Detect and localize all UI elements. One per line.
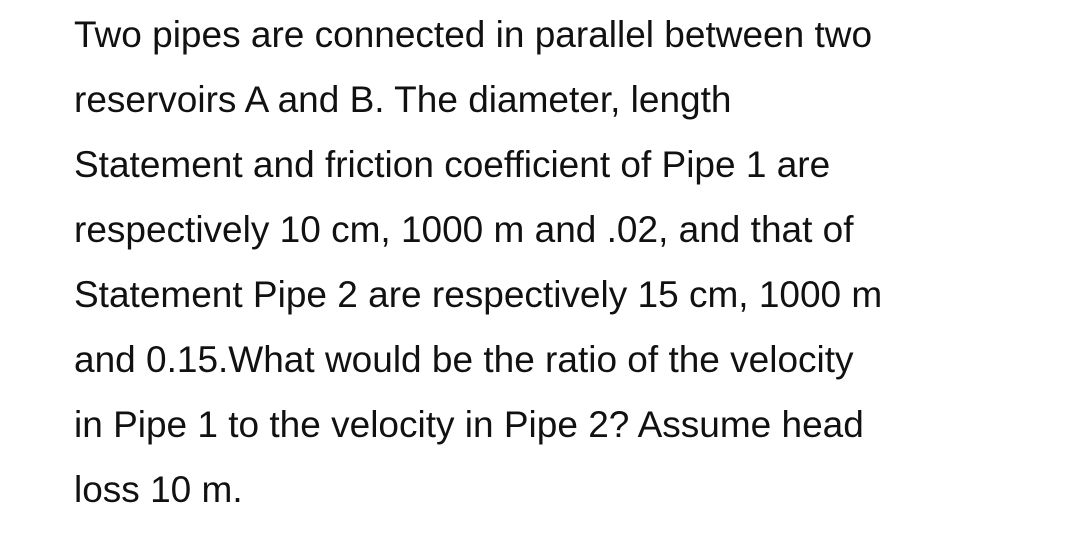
question-line-4: respectively 10 cm, 1000 m and .02, and that of [74,209,854,250]
question-text [74,6,1054,526]
question-line-5: Statement Pipe 2 are respectively 15 cm, 1000 m [74,274,883,315]
question-line-8: loss 10 m. [74,469,243,510]
question-line-1: Two pipes are connected in parallel between two [74,14,873,55]
question-line-3: Statement and friction coefficient of Pipe 1 are [74,144,831,185]
question-line-7: in Pipe 1 to the velocity in Pipe 2? Assume head [74,404,864,445]
question-line-6: and 0.15.What would be the ratio of the velocity [74,339,854,380]
question-line-2: reservoirs A and B. The diameter, length [74,79,732,120]
